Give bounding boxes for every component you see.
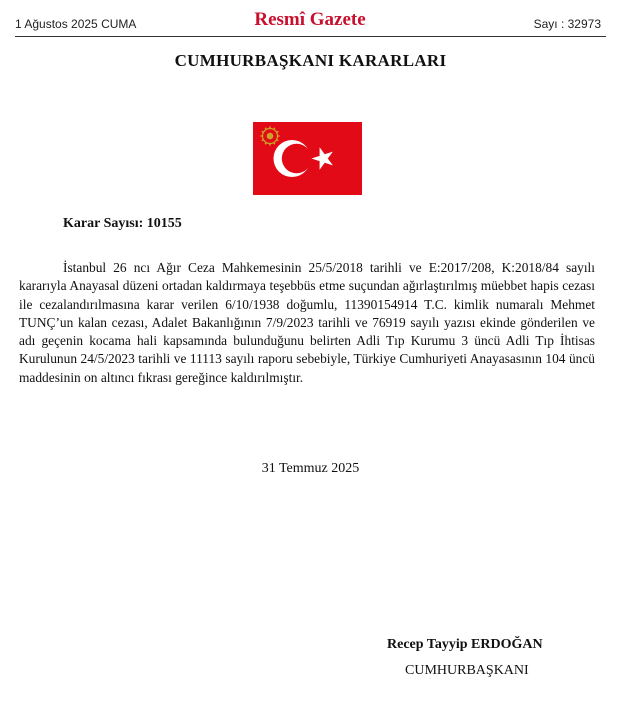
turkish-flag-icon — [253, 122, 362, 195]
crescent-inner — [282, 144, 312, 174]
decision-date: 31 Temmuz 2025 — [261, 461, 360, 476]
header-date: 1 Ağustos 2025 CUMA — [15, 17, 137, 31]
gazette-header — [15, 6, 605, 36]
decision-paragraph: İstanbul 26 ncı Ağır Ceza Mahkemesinin 25/5/2018 tarihli ve E:2017/208, K:2018/84 sayılı kararıyla Anayasal düzeni ortadan kaldırmaya teşebbüs etme suçundan ağırlaştırılmış müebbet hapis cezası ile cezalandırılmasına karar verilen 6/10/1938 doğumlu, 11390154914 T.C. kimlik numaralı Mehmet TUNÇ’un kalan cezası, Adalet Bakanlığının 7/9/2023 tarihli ve 76919 sayılı yazısı ekinde gönderilen ve adı geçenin kocama hali kapsamında bulunduğunu belirten Adli Tıp Kurumu 3 üncü Adli Tıp İhtisas Kurulunun 24/5/2023 tarihli ve 11113 sayılı raporu sebebiyle, Türkiye Cumhuriyeti Anayasasının 104 üncü maddesinin on altıncı fıkrası gereğince kaldırılmıştır. — [19, 260, 595, 385]
signatory-name: Recep Tayyip ERDOĞAN — [387, 637, 543, 652]
decision-body — [19, 259, 595, 387]
signatory-title: CUMHURBAŞKANI — [405, 663, 529, 678]
issue-number: Sayı : 32973 — [533, 17, 601, 31]
header-divider — [15, 36, 606, 37]
section-title: CUMHURBAŞKANI KARARLARI — [174, 51, 447, 70]
decision-number: Karar Sayısı: 10155 — [63, 216, 182, 231]
gazette-title: Resmî Gazete — [254, 9, 366, 30]
